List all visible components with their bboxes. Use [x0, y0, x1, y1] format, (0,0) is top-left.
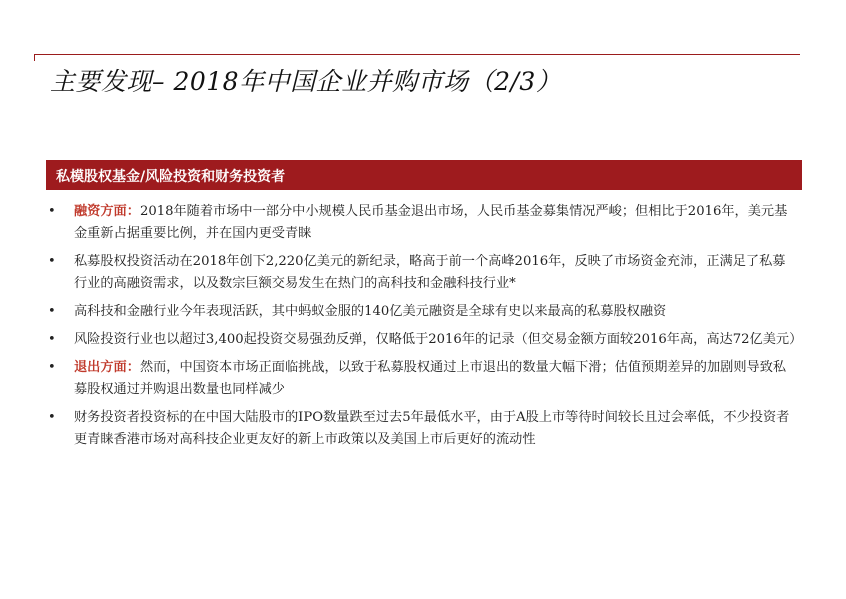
bullet-dot-icon: •: [48, 332, 56, 347]
bullet-lead: 退出方面：: [74, 360, 140, 375]
list-item: [46, 357, 796, 401]
top-divider-tick: [34, 54, 35, 61]
section-header-bar: [46, 160, 802, 190]
bullet-text: 私募股权投资活动在2018年创下2,220亿美元的新纪录，略高于前一个高峰2016年，反映了市场资金充沛，正满足了私募行业的高融资需求，以及数宗巨额交易发生在热门的高科技和金融科技行业*: [74, 254, 786, 291]
bullet-dot-icon: •: [48, 254, 56, 269]
bullet-dot-icon: •: [48, 304, 56, 319]
bullet-text: 2018年随着市场中一部分中小规模人民币基金退出市场，人民币基金募集情况严峻；但相比于2016年，美元基金重新占据重要比例，并在国内更受青睐: [74, 204, 788, 241]
bullet-dot-icon: •: [48, 204, 56, 219]
findings-list: [46, 201, 803, 457]
top-divider: [34, 54, 800, 55]
bullet-text: 然而，中国资本市场正面临挑战，以致于私募股权通过上市退出的数量大幅下滑；估值预期差异的加剧则导致私募股权通过并购退出数量也同样减少: [74, 360, 787, 397]
list-item: [46, 251, 796, 295]
bullet-dot-icon: •: [48, 410, 56, 425]
list-item: [46, 301, 796, 323]
section-header-label: 私模股权基金/风险投资和财务投资者: [56, 169, 286, 185]
list-item: [46, 407, 796, 451]
bullet-text: 财务投资者投资标的在中国大陆股市的IPO数量跌至过去5年最低水平，由于A股上市等待时间较长且过会率低，不少投资者更青睐香港市场对高科技企业更友好的新上市政策以及美国上市后更好的流动性: [74, 410, 790, 447]
bullet-text: 风险投资行业也以超过3,400起投资交易强劲反弹，仅略低于2016年的记录（但交易金额方面较2016年高，高达72亿美元）: [74, 332, 803, 347]
page-title: 主要发现– 2018年中国企业并购市场（2/3）: [50, 67, 562, 96]
bullet-text: 高科技和金融行业今年表现活跃，其中蚂蚁金服的140亿美元融资是全球有史以来最高的私募股权融资: [74, 304, 667, 319]
bullet-lead: 融资方面：: [74, 204, 140, 219]
bullet-dot-icon: •: [48, 360, 56, 375]
list-item: [46, 329, 803, 351]
list-item: [46, 201, 796, 245]
